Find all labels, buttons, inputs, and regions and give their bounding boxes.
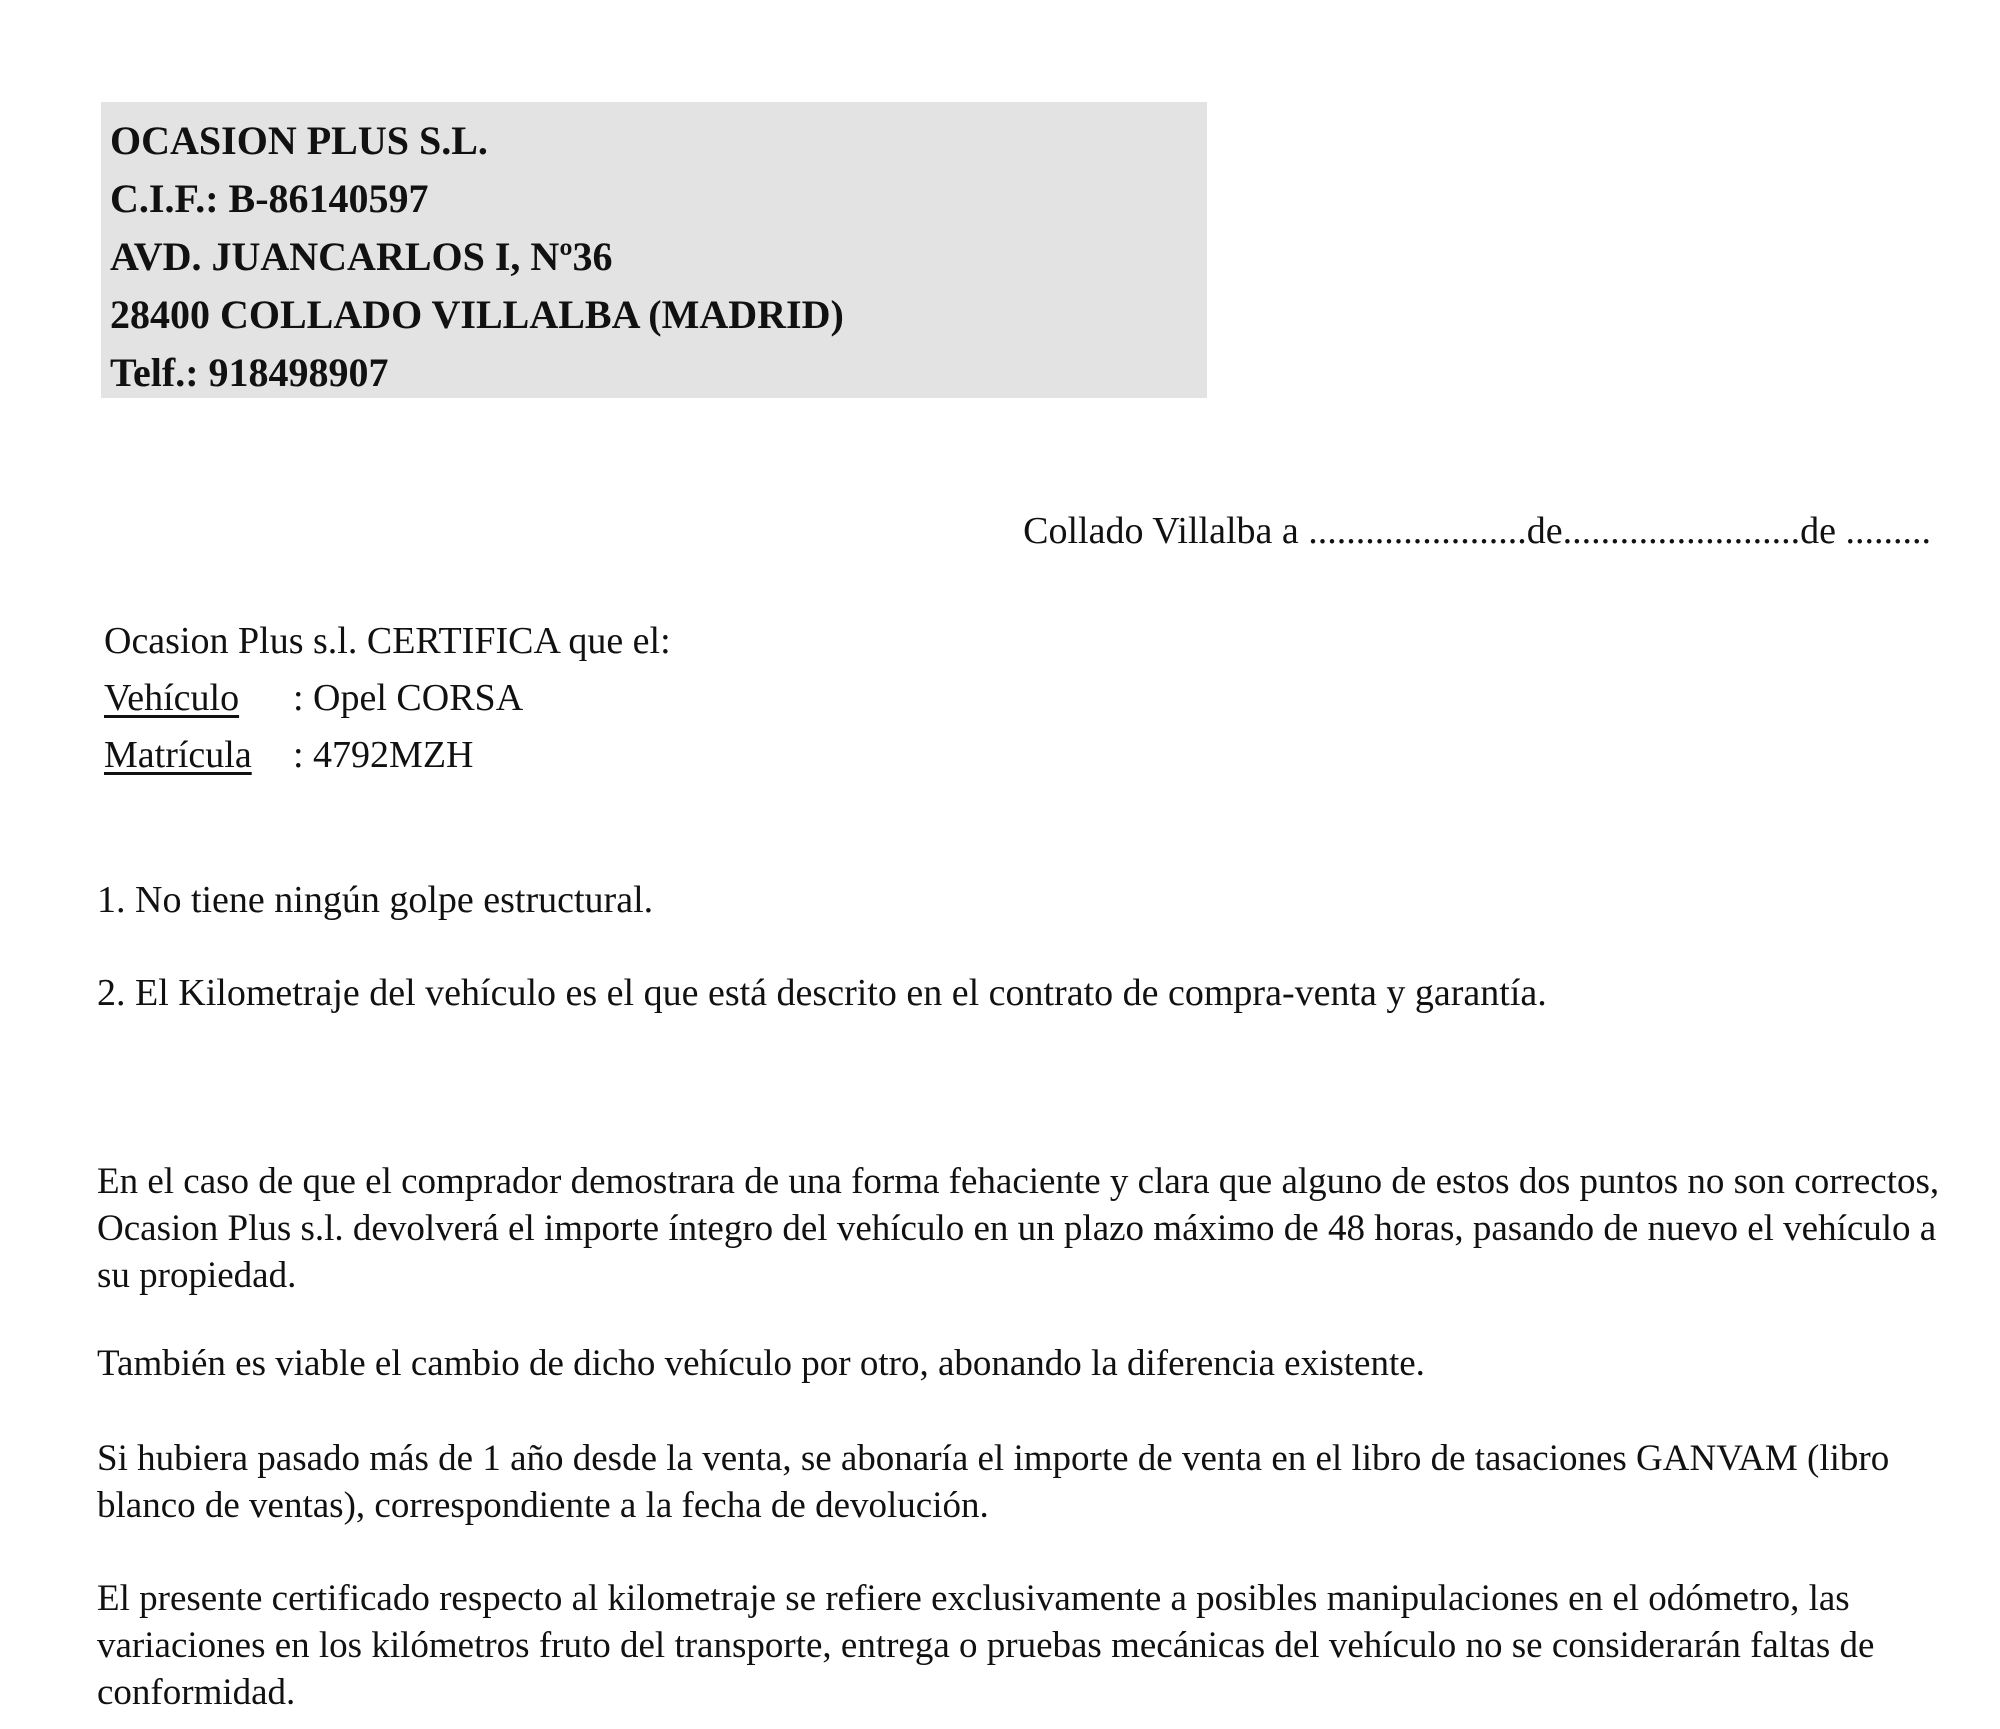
date-line: Collado Villalba a .......................de.........................de ......... xyxy=(1023,510,1931,552)
company-address: AVD. JUANCARLOS I, Nº36 xyxy=(110,234,613,279)
paragraph-exchange: También es viable el cambio de dicho vehículo por otro, abonando la diferencia existente. xyxy=(97,1343,1425,1384)
plate-value: : 4792MZH xyxy=(293,734,474,776)
plate-row xyxy=(104,727,671,784)
company-name: OCASION PLUS S.L. xyxy=(110,118,488,163)
point-1: 1. No tiene ningún golpe estructural. xyxy=(97,879,654,921)
paragraph-refund: En el caso de que el comprador demostrara de una forma fehaciente y clara que alguno de estos dos puntos no son correctos, Ocasion Plus s.l. devolverá el importe íntegro del vehículo en un plazo máximo de 48 horas, pasando de nuevo el vehículo a su propiedad. xyxy=(97,1161,1940,1296)
certificate-intro: Ocasion Plus s.l. CERTIFICA que el: xyxy=(104,620,671,662)
point-2: 2. El Kilometraje del vehículo es el que está descrito en el contrato de compra-venta y garantía. xyxy=(97,972,1547,1014)
plate-label: Matrícula xyxy=(104,734,252,776)
certificate-block xyxy=(104,613,671,784)
company-phone: Telf.: 918498907 xyxy=(110,350,389,395)
paragraph-ganvam: Si hubiera pasado más de 1 año desde la venta, se abonaría el importe de venta en el libro de tasaciones GANVAM (libro blanco de ventas), correspondiente a la fecha de devolución. xyxy=(97,1438,1890,1526)
paragraph-odometer: El presente certificado respecto al kilometraje se refiere exclusivamente a posibles manipulaciones en el odómetro, las variaciones en los kilómetros fruto del transporte, entrega o pruebas mecánicas del vehículo no se considerarán faltas de conformidad. xyxy=(97,1578,1875,1713)
vehicle-row xyxy=(104,670,671,727)
vehicle-value: : Opel CORSA xyxy=(293,677,524,719)
company-cif: C.I.F.: B-86140597 xyxy=(110,176,429,221)
vehicle-label: Vehículo xyxy=(104,677,240,719)
company-header-box xyxy=(101,102,1207,398)
company-city: 28400 COLLADO VILLALBA (MADRID) xyxy=(110,292,844,337)
